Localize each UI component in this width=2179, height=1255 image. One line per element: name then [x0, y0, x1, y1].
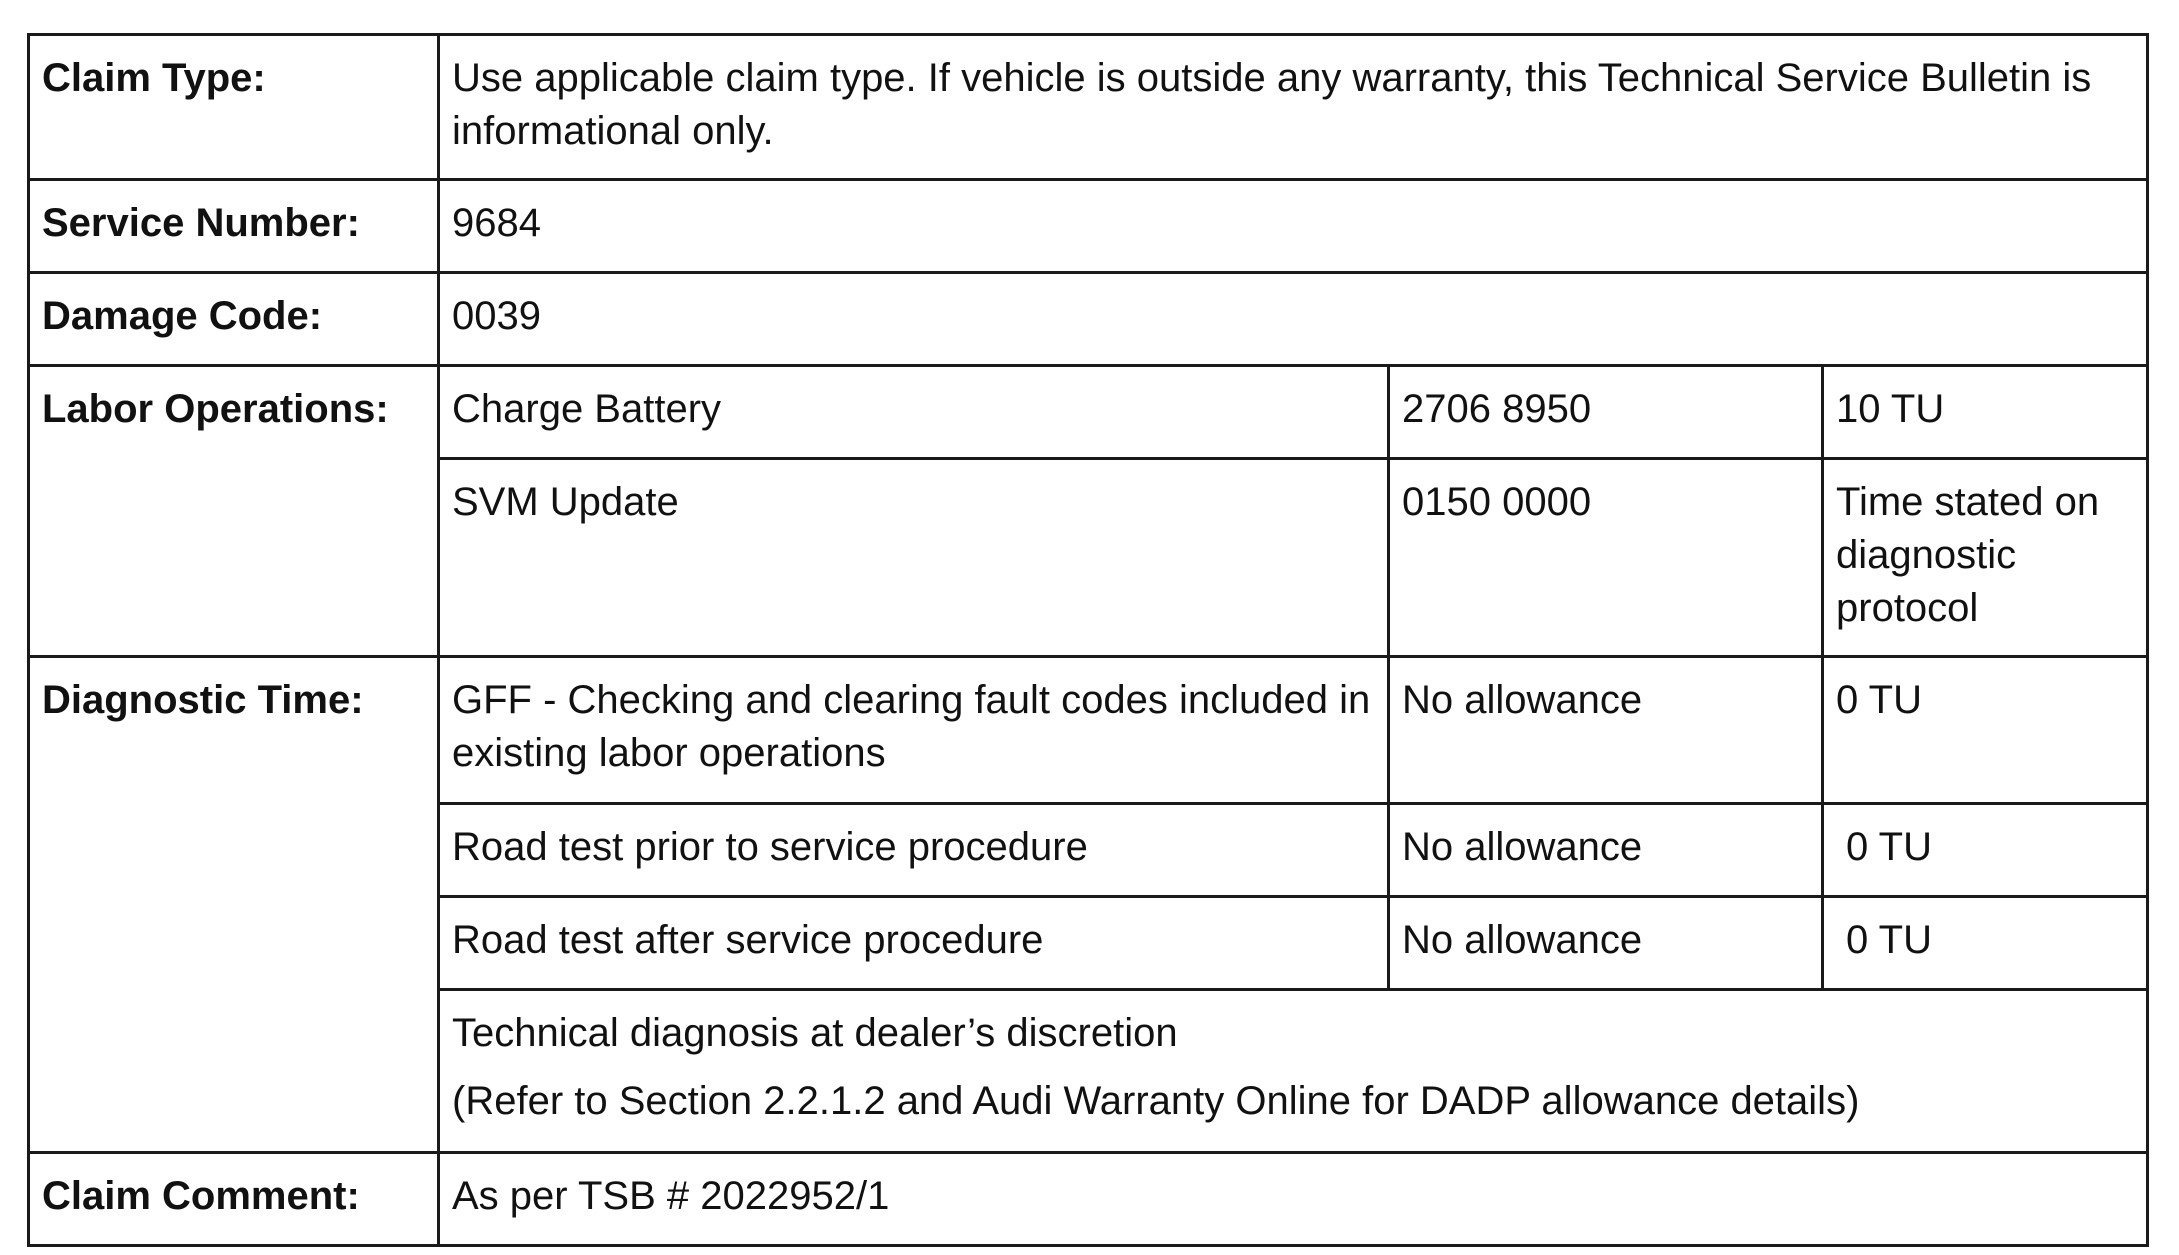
- labor-operation-row: [29, 366, 2148, 459]
- labor-operations-label: Labor Operations:: [29, 366, 439, 657]
- diagnostic-item-time: 0 TU: [1823, 657, 2148, 804]
- diagnostic-item-description: Road test after service procedure: [439, 897, 1389, 990]
- technical-diagnosis-cell: [439, 990, 2148, 1153]
- diagnostic-item-allowance: No allowance: [1389, 804, 1823, 897]
- damage-code-label: Damage Code:: [29, 273, 439, 366]
- labor-operation-time: 10 TU: [1823, 366, 2148, 459]
- damage-code-value: 0039: [439, 273, 2148, 366]
- claim-type-row: [29, 35, 2148, 180]
- labor-operation-code: 0150 0000: [1389, 459, 1823, 657]
- service-number-label: Service Number:: [29, 180, 439, 273]
- diagnostic-item-time: 0 TU: [1823, 804, 2148, 897]
- claim-comment-row: [29, 1153, 2148, 1246]
- claim-comment-label: Claim Comment:: [29, 1153, 439, 1246]
- diagnostic-item-allowance: No allowance: [1389, 657, 1823, 804]
- labor-operation-time: Time stated on diagnostic protocol: [1823, 459, 2148, 657]
- labor-operation-description: SVM Update: [439, 459, 1389, 657]
- service-number-value: 9684: [439, 180, 2148, 273]
- technical-diagnosis-note: (Refer to Section 2.2.1.2 and Audi Warranty Online for DADP allowance details): [452, 1079, 1860, 1123]
- diagnostic-item-time: 0 TU: [1823, 897, 2148, 990]
- technical-diagnosis-text: Technical diagnosis at dealer’s discretion: [452, 1011, 1178, 1055]
- labor-operation-code: 2706 8950: [1389, 366, 1823, 459]
- diagnostic-item-description: Road test prior to service procedure: [439, 804, 1389, 897]
- service-number-row: [29, 180, 2148, 273]
- labor-operation-description: Charge Battery: [439, 366, 1389, 459]
- claim-type-label: Claim Type:: [29, 35, 439, 180]
- claim-type-value: Use applicable claim type. If vehicle is outside any warranty, this Technical Service Bulletin is informational only.: [439, 35, 2148, 180]
- diagnostic-time-row: [29, 657, 2148, 804]
- warranty-claim-table: [27, 33, 2149, 1247]
- diagnostic-item-allowance: No allowance: [1389, 897, 1823, 990]
- diagnostic-item-description: GFF - Checking and clearing fault codes included in existing labor operations: [439, 657, 1389, 804]
- damage-code-row: [29, 273, 2148, 366]
- claim-comment-value: As per TSB # 2022952/1: [439, 1153, 2148, 1246]
- diagnostic-time-label: Diagnostic Time:: [29, 657, 439, 1153]
